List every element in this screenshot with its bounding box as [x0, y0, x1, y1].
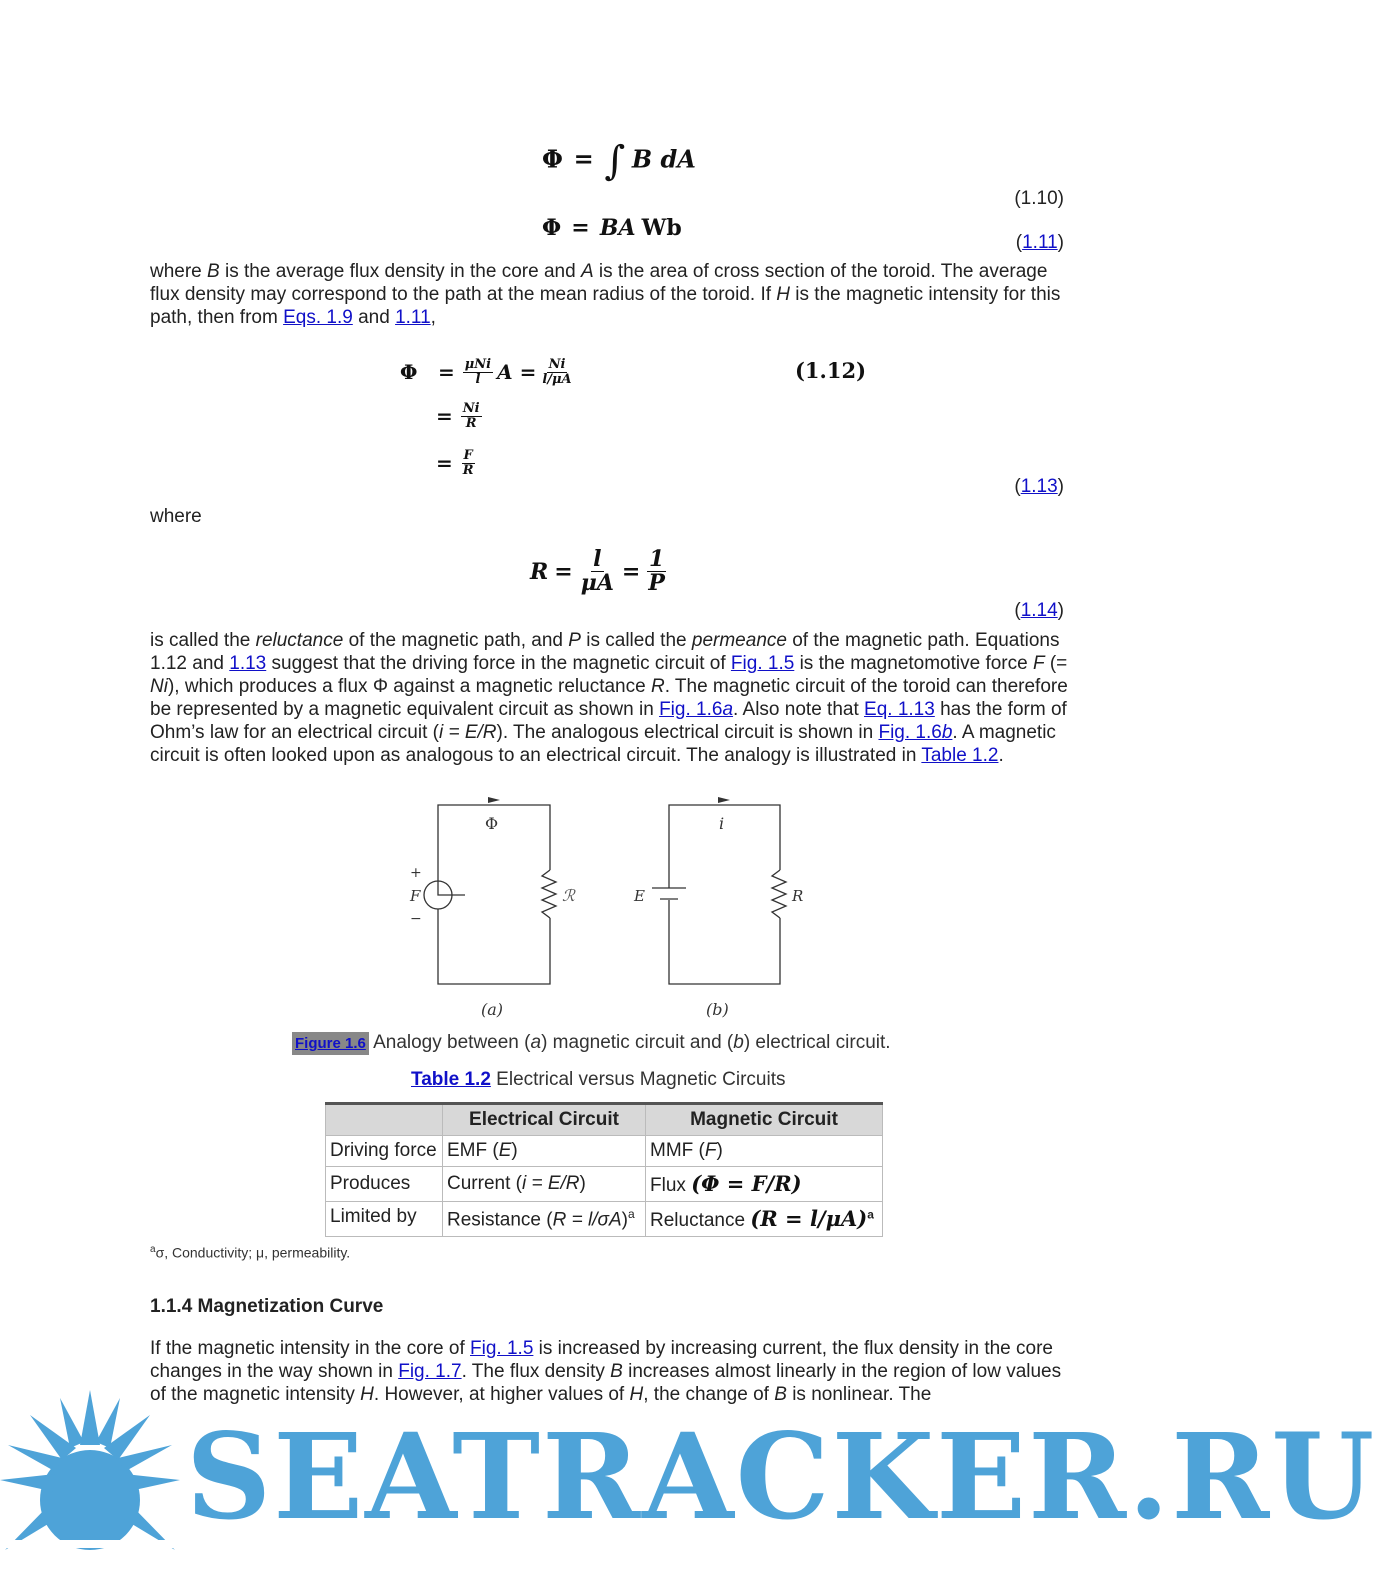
- label-b: (b): [706, 1000, 729, 1019]
- table-row: [326, 1202, 883, 1237]
- table-caption: Table 1.2 Electrical versus Magnetic Circuits: [411, 1069, 786, 1090]
- eq-number-1-11: (1.11): [1015, 232, 1064, 253]
- cell-electrical: Resistance (R = l/σA)$^a$: [443, 1202, 646, 1237]
- link-fig-1-6b[interactable]: Fig. 1.6b: [878, 722, 953, 743]
- table-header-electrical: Electrical Circuit: [443, 1104, 646, 1136]
- reluctance-label: ℛ: [562, 886, 575, 905]
- eq-number-1-13: (1.13): [1014, 476, 1064, 497]
- table-row: [326, 1167, 883, 1202]
- cell-magnetic: Flux (Φ = F/R): [646, 1167, 883, 1202]
- link-fig-1-5[interactable]: Fig. 1.5: [730, 653, 795, 674]
- fraction: $\frac{Ni}{l/\mu A}$: [542, 356, 572, 387]
- link-fig-1-7[interactable]: Fig. 1.7: [398, 1361, 462, 1382]
- table-header-empty: [326, 1104, 443, 1136]
- table-footnote: $^a$σ, Conductivity; μ, permeability.: [150, 1244, 351, 1261]
- fraction: $\frac{1}{P}$: [648, 546, 665, 597]
- figure-1-6-link[interactable]: Figure 1.6: [292, 1032, 369, 1055]
- current-arrow: [718, 797, 730, 803]
- equation-1-10: Φ = ∫ B dA: [542, 138, 696, 184]
- paragraph-reluctance: is called the reluctance of the magnetic path, and P is called the permeance of the magnetic path. Equations 1.12 and 1.13 suggest that the driving force in the magnetic circuit of Fig. 1.5 is the magnetomotive force F (= Ni), which produces a flux Φ against a magnetic reluctance R. The magnetic circuit of the toroid can therefore be represented by a magnetic equivalent circuit as shown in Fig. 1.6a. Also note that Eq. 1.13 has the form of Ohm’s law for an electrical circuit (i = E/R). The analogous electrical circuit is shown in Fig. 1.6b. A magnetic circuit is often looked upon as analogous to an electrical circuit. The analogy is illustrated in Table 1.2.: [150, 630, 1068, 766]
- link-eqs-1-9[interactable]: Eqs. 1.9: [283, 307, 353, 328]
- minus-sign: −: [410, 911, 422, 927]
- paragraph-magnetization: If the magnetic intensity in the core of Fig. 1.5 is increased by increasing current, the flux density in the core changes in the way shown in Fig. 1.7. The flux density B increases almost linearly in the region of low values of the magnetic intensity H. However, at higher values of H, the change of B is nonlinear. The: [150, 1338, 1062, 1405]
- link-fig-1-5b[interactable]: Fig. 1.5: [470, 1338, 534, 1359]
- fraction: $\frac{\text{μNi}}{l}$: [464, 356, 492, 387]
- where-text: where: [150, 506, 202, 527]
- cell-electrical: EMF (E): [443, 1136, 646, 1167]
- flux-arrow: [488, 797, 500, 803]
- paragraph-flux-density: where B is the average flux density in the core and A is the area of cross section of the toroid. The average flux density may correspond to the path at the mean radius of the toroid. If H is the magnetic intensity for this path, then from Eqs. 1.9 and 1.11,: [150, 261, 1061, 328]
- link-table-1-2[interactable]: Table 1.2: [921, 745, 999, 766]
- watermark-sun-icon: [0, 1390, 180, 1584]
- link-eq-1-11[interactable]: 1.11: [395, 307, 431, 328]
- integral-sign: ∫: [604, 138, 626, 184]
- eq-phi: Φ: [542, 144, 563, 174]
- fraction: $\frac{l}{\mu A}$: [580, 546, 614, 597]
- eq-link-1-11[interactable]: 1.11: [1022, 232, 1058, 253]
- equation-1-11: Φ = BA Wb: [542, 215, 682, 241]
- eq-number-1-10: (1.10): [1014, 188, 1064, 209]
- resistor-label: R: [792, 887, 804, 905]
- row-label: Limited by: [326, 1202, 443, 1237]
- cell-electrical: Current (i = E/R): [443, 1167, 646, 1202]
- table-header-row: [326, 1104, 883, 1136]
- eq-link-1-13[interactable]: 1.13: [1020, 476, 1058, 497]
- link-eq-1-13[interactable]: 1.13: [229, 653, 267, 674]
- table-1-2-link[interactable]: Table 1.2: [411, 1069, 491, 1090]
- fraction: $\frac{Ni}{R}$: [462, 400, 480, 431]
- comparison-table: [325, 1102, 883, 1237]
- label-a: (a): [481, 1000, 504, 1019]
- plus-sign: +: [410, 865, 422, 881]
- eq-number-1-14: (1.14): [1014, 600, 1064, 621]
- watermark-text: SEATRACKER.RU: [186, 1407, 1376, 1546]
- equation-1-12: Φ = $\frac{\text{μNi}}{l}$ A = $\frac{Ni}{l/\mu A}$ = $\frac{Ni}{R}$ = $\frac{F}{R}$: [400, 356, 572, 478]
- battery-label: E: [634, 887, 645, 905]
- link-eq-1-13b[interactable]: Eq. 1.13: [864, 699, 935, 720]
- table-header-magnetic: Magnetic Circuit: [646, 1104, 883, 1136]
- flux-symbol: Φ: [485, 814, 499, 833]
- link-fig-1-6a[interactable]: Fig. 1.6a: [659, 699, 734, 720]
- equation-1-14: R = $\frac{l}{\mu A}$ = $\frac{1}{P}$: [530, 546, 665, 597]
- section-heading: 1.1.4 Magnetization Curve: [150, 1296, 384, 1317]
- mmf-label: F: [410, 887, 421, 905]
- cell-magnetic: Reluctance (R = l/μA)$^a$: [646, 1202, 883, 1237]
- row-label: Produces: [326, 1167, 443, 1202]
- eq-number-1-12: (1.12): [795, 358, 867, 383]
- current-symbol: i: [719, 814, 725, 833]
- figure-1-6-circuits: [390, 795, 830, 1025]
- eq-link-1-14[interactable]: 1.14: [1020, 600, 1058, 621]
- row-label: Driving force: [326, 1136, 443, 1167]
- cell-magnetic: MMF (F): [646, 1136, 883, 1167]
- figure-caption: Figure 1.6 Analogy between (a) magnetic circuit and (b) electrical circuit.: [292, 1032, 891, 1054]
- fraction: $\frac{F}{R}$: [462, 447, 474, 478]
- table-row: [326, 1136, 883, 1167]
